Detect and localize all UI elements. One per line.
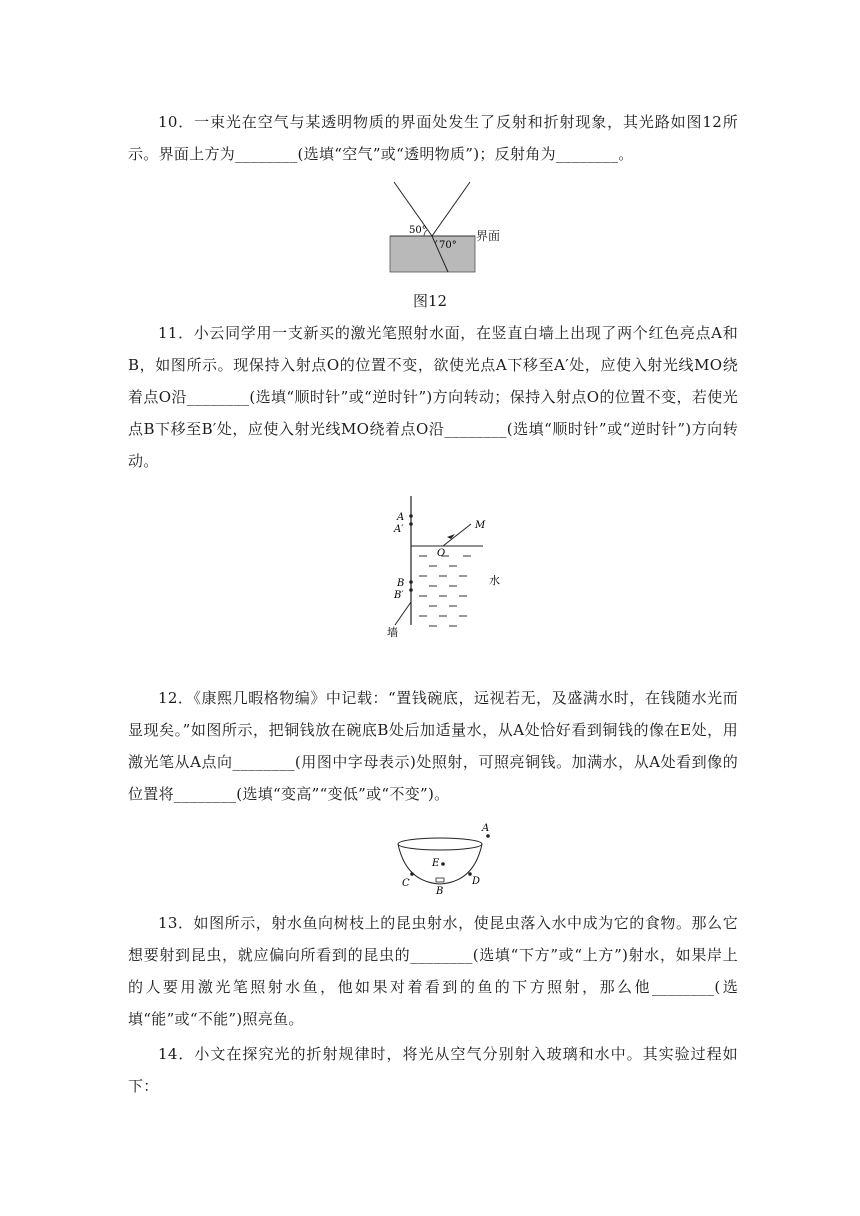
question-10: 10．一束光在空气与某透明物质的界面处发生了反射和折射现象，其光路如图12所示。界面上方为________(选填“空气”或“透明物质”)；反射角为________。	[128, 113, 738, 163]
interface-label: 界面	[476, 229, 501, 243]
reflected-ray	[432, 182, 470, 236]
label-m: M	[475, 520, 486, 531]
point-b-prime	[409, 588, 413, 592]
label-a: A	[482, 823, 490, 834]
question-11: 11．小云同学用一支新买的激光笔照射水面，在竖直白墙上出现了两个红色亮点A和B，如图所示。现保持入射点O的位置不变，欲使光点A下移至A′处，应使入射光线MO绕着点O沿________(选填“顺时针”或“逆时针”)方向转动；保持入射点O的位置不变，若使光点B下移至B′处，应使入射光线MO绕着点O沿________(选填“顺时针”或“逆时针”)方向转动。	[128, 324, 738, 470]
label-a-prime: A′	[394, 524, 404, 535]
coin	[436, 878, 444, 882]
point-e	[441, 862, 445, 866]
label-wall: 墙	[387, 626, 398, 639]
label-e: E	[432, 858, 440, 869]
point-b	[409, 580, 413, 584]
medium-block	[390, 236, 475, 272]
point-c	[410, 872, 414, 876]
label-d: D	[472, 876, 481, 887]
label-b: B	[436, 886, 444, 897]
question-14: 14．小文在探究光的折射规律时，将光从空气分别射入玻璃和水中。其实验过程如下：	[128, 1045, 738, 1095]
angle-50-label: 50°	[409, 225, 427, 236]
figure-wall-water	[385, 490, 505, 642]
label-c: C	[402, 878, 410, 889]
point-a	[409, 514, 413, 518]
point-a-prime	[409, 522, 413, 526]
label-water: 水	[489, 574, 500, 587]
angle-70-label: 70°	[439, 240, 457, 251]
wall-pointer	[395, 602, 411, 625]
label-b: B	[397, 578, 405, 589]
label-a: A	[397, 512, 405, 523]
question-12: 12．《康熙几暇格物编》中记载：“置钱碗底，远视若无，及盛满水时，在钱随水光而显现矣。”如图所示，把铜钱放在碗底B处后加适量水，从A处恰好看到铜钱的像在E处，用激光笔从A点向________(用图中字母表示)处照射，可照亮铜钱。加满水，从A处看到像的位置将________(选填“变高”“变低”或“不变”)。	[128, 689, 738, 803]
incident-ray-mo	[443, 524, 471, 546]
question-13: 13．如图所示，射水鱼向树枝上的昆虫射水，使昆虫落入水中成为它的食物。那么它想要射到昆虫，就应偏向所看到的昆虫的________(选填“下方”或“上方”)射水，如果岸上的人要用激光笔照射水鱼，他如果对着看到的鱼的下方照射，那么他________(选填“能”或“不能”)照亮鱼。	[128, 914, 738, 1028]
water-dashes	[419, 556, 471, 626]
point-a	[486, 834, 490, 838]
bowl-rim	[398, 838, 482, 850]
figure-bowl	[392, 818, 500, 898]
label-b-prime: B′	[394, 590, 404, 601]
label-o: O	[437, 548, 446, 559]
figure-12-reflection-refraction	[380, 178, 490, 278]
figure-12-caption: 图12	[412, 292, 448, 310]
